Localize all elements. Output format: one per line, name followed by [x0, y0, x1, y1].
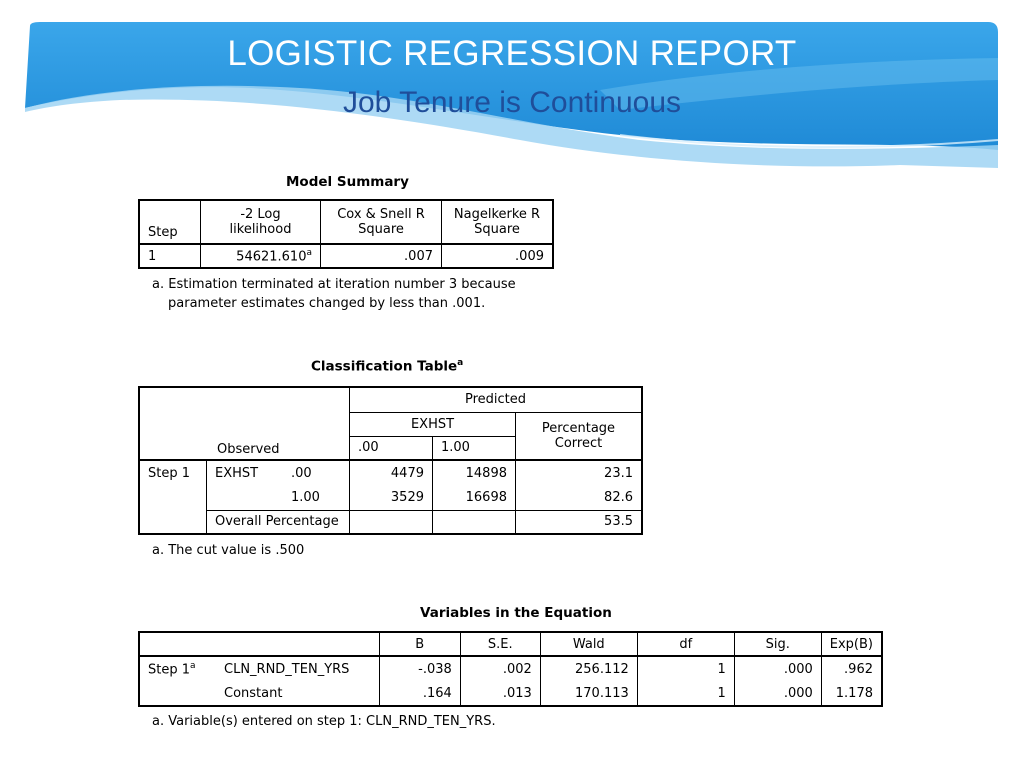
- overall-percentage-value: 53.5: [516, 510, 643, 534]
- cell-wald-0: 256.112: [540, 656, 637, 681]
- cell-b-1: .164: [379, 681, 460, 706]
- cell-00-pct: 23.1: [516, 460, 643, 485]
- model-summary-caption: Model Summary: [286, 174, 409, 190]
- cell-00-00: 4479: [350, 460, 433, 485]
- header-observed: Observed: [217, 442, 280, 457]
- cell-sig-0: .000: [734, 656, 821, 681]
- cell-df-0: 1: [637, 656, 734, 681]
- cell-step: Step 1$^a$: [148, 660, 196, 678]
- cell-step: 1: [148, 248, 157, 264]
- slide-title: LOGISTIC REGRESSION REPORT: [227, 34, 797, 73]
- cell-expb-0: .962: [821, 656, 882, 681]
- cell-exhst: EXHST: [207, 460, 284, 485]
- header-nagelkerke: Nagelkerke R Square: [442, 200, 554, 244]
- header-col-00: .00: [350, 436, 433, 460]
- classification-note: a. The cut value is .500: [152, 543, 305, 558]
- variables-table: [138, 631, 883, 707]
- cell-se-1: .013: [460, 681, 540, 706]
- cell-nagelkerke: .009: [442, 244, 554, 268]
- cell-100-100: 16698: [433, 485, 516, 510]
- header-expb: Exp(B): [821, 632, 882, 656]
- header-cox-snell: Cox & Snell R Square: [321, 200, 442, 244]
- classification-caption: Classification Table$^a$: [311, 358, 464, 375]
- model-summary-note: a. Estimation terminated at iteration number 3 because parameter estimates changed by less than .001.: [152, 277, 516, 311]
- cell-step: Step 1: [148, 465, 191, 481]
- header-df: df: [637, 632, 734, 656]
- cell-se-0: .002: [460, 656, 540, 681]
- header-col-100: 1.00: [433, 436, 516, 460]
- row-label-100: 1.00: [291, 489, 320, 505]
- header-step: Step: [148, 225, 178, 240]
- variables-note: a. Variable(s) entered on step 1: CLN_RND_TEN_YRS.: [152, 714, 496, 729]
- var-name-0: CLN_RND_TEN_YRS: [224, 661, 350, 677]
- header-se: S.E.: [460, 632, 540, 656]
- cell-100-00: 3529: [350, 485, 433, 510]
- header-predicted: Predicted: [350, 387, 643, 412]
- cell-loglik: 54621.610$^a$: [201, 244, 321, 268]
- header-exhst: EXHST: [350, 412, 516, 436]
- classification-table: [138, 386, 643, 535]
- header-percentage-correct: Percentage Correct: [516, 412, 643, 460]
- var-name-1: Constant: [224, 685, 283, 701]
- cell-100-pct: 82.6: [516, 485, 643, 510]
- cell-00-100: 14898: [433, 460, 516, 485]
- model-summary-table: [138, 199, 554, 269]
- cell-sig-1: .000: [734, 681, 821, 706]
- cell-cox-snell: .007: [321, 244, 442, 268]
- cell-b-0: -.038: [379, 656, 460, 681]
- cell-df-1: 1: [637, 681, 734, 706]
- cell-expb-1: 1.178: [821, 681, 882, 706]
- row-label-00: .00: [291, 465, 312, 481]
- header-loglik: -2 Log likelihood: [201, 200, 321, 244]
- slide-subtitle: Job Tenure is Continuous: [343, 86, 681, 119]
- variables-caption: Variables in the Equation: [420, 605, 612, 621]
- header-sig: Sig.: [734, 632, 821, 656]
- cell-wald-1: 170.113: [540, 681, 637, 706]
- header-wald: Wald: [540, 632, 637, 656]
- overall-percentage-label: Overall Percentage: [207, 510, 350, 534]
- header-b: B: [379, 632, 460, 656]
